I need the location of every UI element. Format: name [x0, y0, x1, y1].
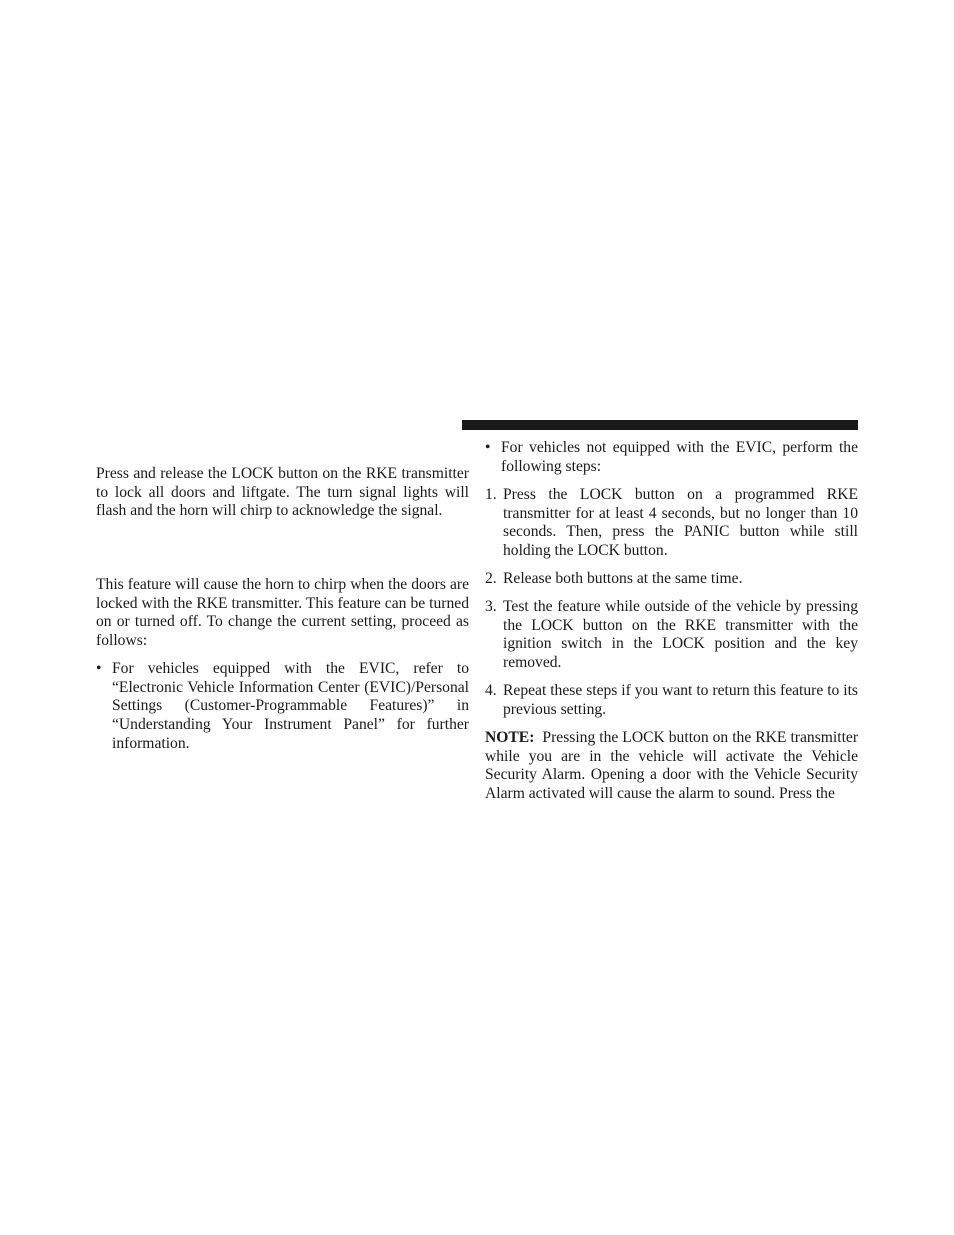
- left-column-horn: [96, 576, 469, 651]
- paragraph-horn-chirp: This feature will cause the horn to chirp when the doors are locked with the RKE transmitter. This feature can be turned on or turned off. To change the current setting, proceed as follows:: [96, 576, 469, 650]
- step-text: Release both buttons at the same time.: [503, 570, 743, 587]
- step-text: Test the feature while outside of the vehicle by pressing the LOCK button on the RKE transmitter with the ignition switch in the LOCK position and the key removed.: [503, 598, 858, 672]
- step-number: 3.: [485, 598, 497, 615]
- note-label: NOTE:: [485, 729, 535, 746]
- note-text: Pressing the LOCK button on the RKE transmitter while you are in the vehicle will activate the Vehicle Security Alarm. Opening a door with the Vehicle Security Alarm activated will cause the alarm to sound. Press the: [485, 729, 859, 803]
- step-number: 4.: [485, 682, 497, 699]
- step-text: Press the LOCK button on a programmed RKE transmitter for at least 4 seconds, but no longer than 10 seconds. Then, press the PANIC button while still holding the LOCK button.: [503, 486, 858, 560]
- step-text: Repeat these steps if you want to return this feature to its previous setting.: [503, 682, 858, 718]
- section-header-rule: [462, 420, 858, 430]
- note-paragraph: [485, 729, 858, 804]
- left-column-bullets: [96, 660, 469, 760]
- bullet-marker: •: [96, 660, 102, 677]
- left-column: [96, 465, 469, 521]
- bullet-marker: •: [485, 439, 491, 456]
- step-number: 2.: [485, 570, 497, 587]
- step-number: 1.: [485, 486, 497, 503]
- paragraph-lock-doors: Press and release the LOCK button on the RKE transmitter to lock all doors and liftgate. The turn signal lights will flash and the horn will chirp to acknowledge the signal.: [96, 465, 469, 520]
- bullet-evic-equipped: For vehicles equipped with the EVIC, refer to “Electronic Vehicle Information Center (EVIC)/Personal Settings (Customer-Programmable Features)” in “Understanding Your Instrument Panel” for further information.: [112, 660, 469, 752]
- bullet-evic-not-equipped: For vehicles not equipped with the EVIC, perform the following steps:: [501, 439, 858, 475]
- right-column: [485, 439, 858, 839]
